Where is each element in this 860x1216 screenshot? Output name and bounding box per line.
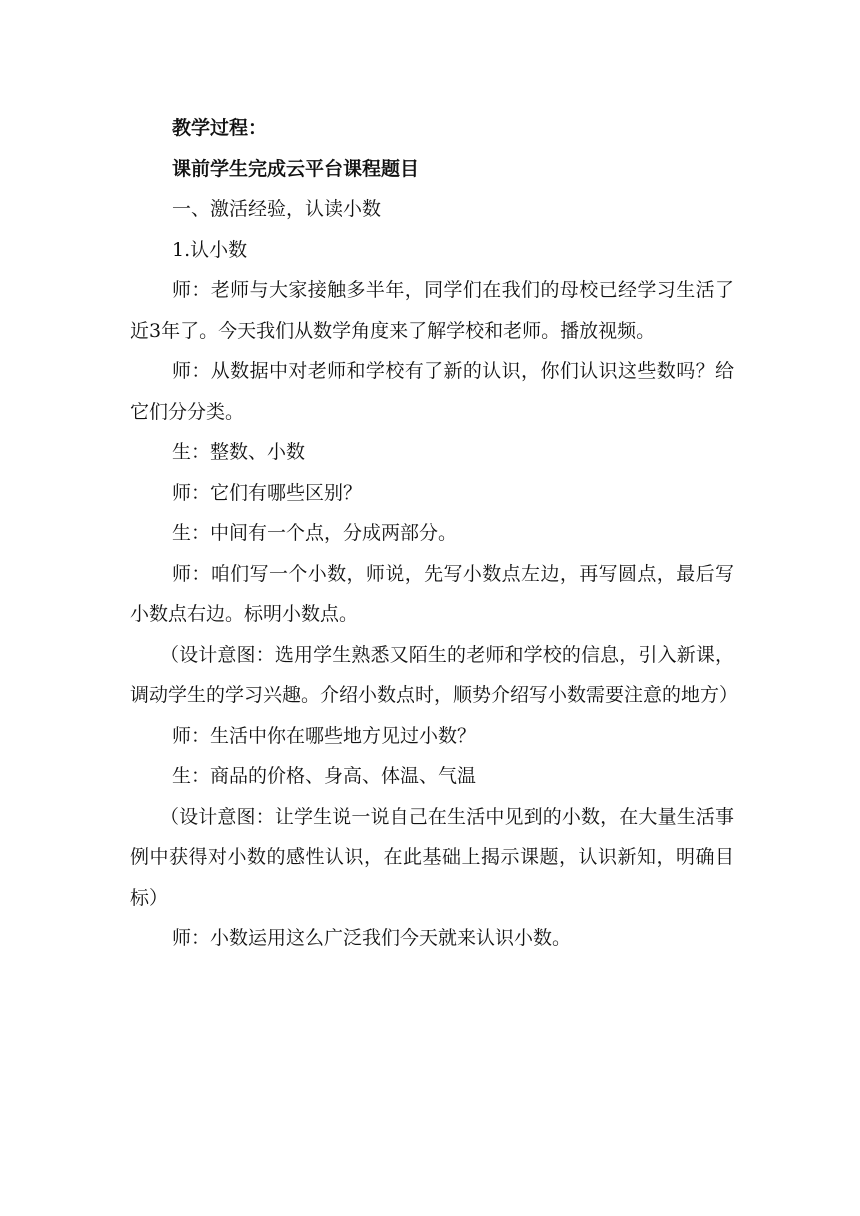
section-heading-teaching-process: 教学过程： bbox=[172, 117, 268, 139]
dialogue-paragraph: 师：咱们写一个小数，师说，先写小数点左边，再写圆点，最后写小数点右边。标明小数点。 bbox=[130, 562, 734, 625]
document-page bbox=[130, 108, 739, 959]
sub-heading: 1.认小数 bbox=[172, 238, 248, 261]
part-heading: 一、激活经验，认读小数 bbox=[172, 198, 382, 220]
dialogue-paragraph: 师：从数据中对老师和学校有了新的认识，你们认识这些数吗？给它们分分类。 bbox=[130, 360, 734, 423]
design-intent-note: （设计意图：让学生说一说自己在生活中见到的小数，在大量生活事例中获得对小数的感性认识，在此基础上揭示课题，认识新知，明确目标） bbox=[130, 805, 734, 909]
dialogue-paragraph: 生：整数、小数 bbox=[172, 441, 306, 463]
dialogue-paragraph: 师：生活中你在哪些地方见过小数？ bbox=[172, 724, 477, 747]
dialogue-paragraph: 师：老师与大家接触多半年，同学们在我们的母校已经学习生活了近3年了。今天我们从数学角度来了解学校和老师。播放视频。 bbox=[130, 279, 734, 342]
design-intent-note: （设计意图：选用学生熟悉又陌生的老师和学校的信息，引入新课，调动学生的学习兴趣。介绍小数点时，顺势介绍写小数需要注意的地方） bbox=[130, 643, 739, 706]
dialogue-paragraph: 生：商品的价格、身高、体温、气温 bbox=[172, 765, 477, 787]
dialogue-paragraph: 生：中间有一个点，分成两部分。 bbox=[172, 522, 458, 544]
dialogue-paragraph: 师：小数运用这么广泛我们今天就来认识小数。 bbox=[172, 927, 572, 949]
dialogue-paragraph: 师：它们有哪些区别？ bbox=[172, 481, 363, 504]
section-heading-pre-class: 课前学生完成云平台课程题目 bbox=[172, 157, 420, 180]
